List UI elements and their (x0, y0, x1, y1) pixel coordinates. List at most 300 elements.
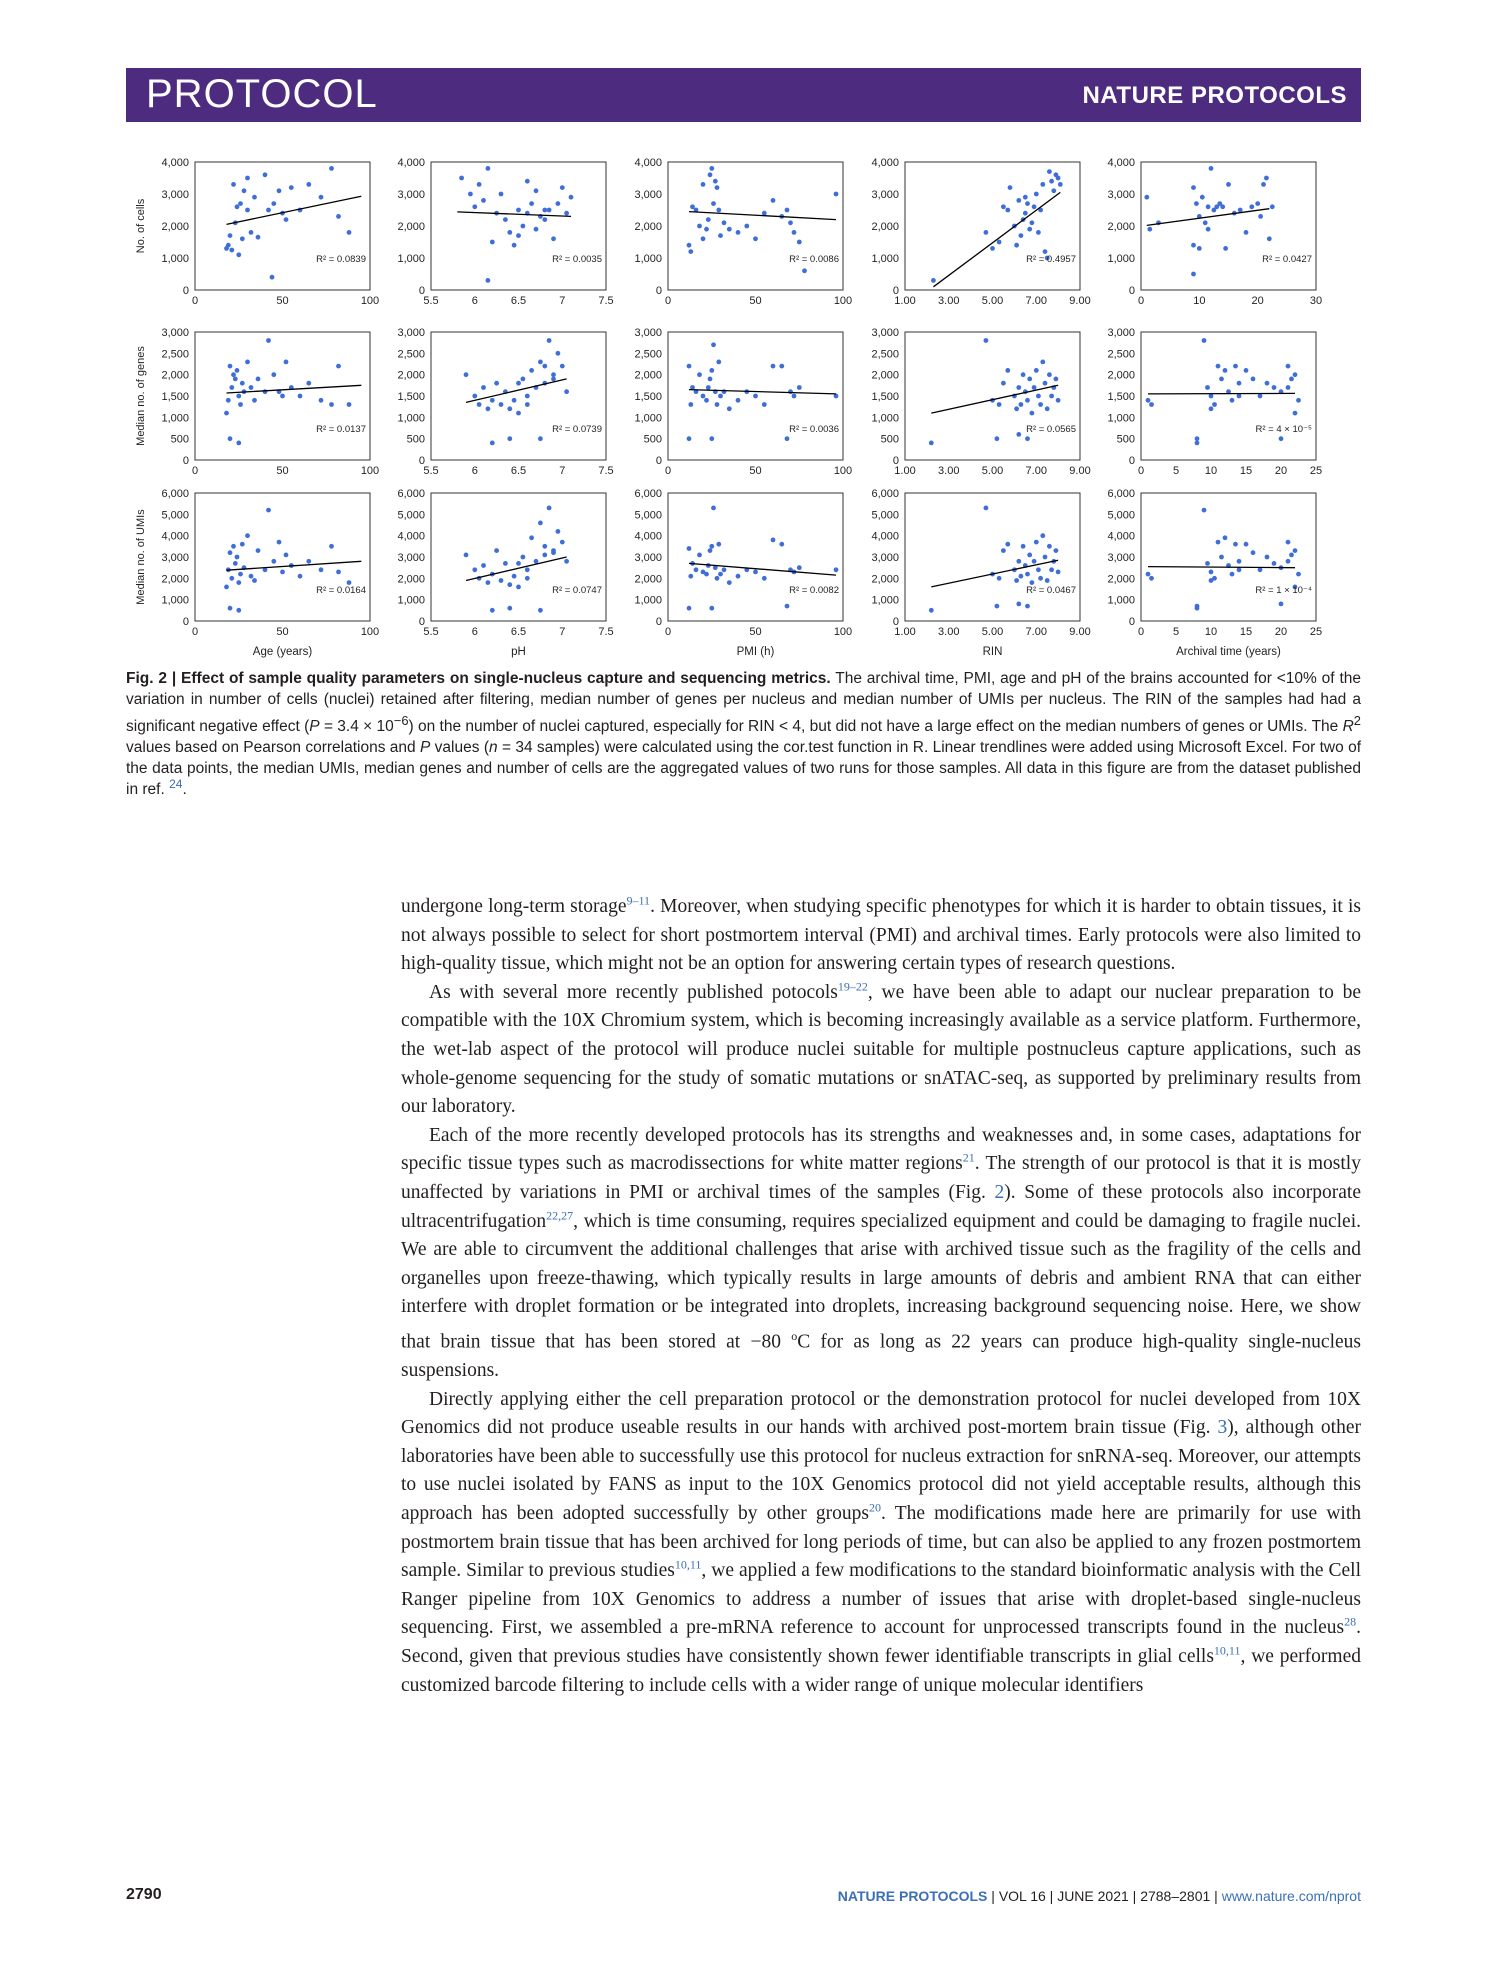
data-point (1030, 220, 1035, 225)
y-tick-label: 2,000 (397, 221, 425, 233)
data-point (697, 372, 702, 377)
data-point (1036, 230, 1041, 235)
data-point (256, 548, 261, 553)
y-tick-label: 5,000 (871, 509, 899, 522)
y-tick-label: 1,000 (871, 412, 899, 425)
data-point (1040, 360, 1045, 365)
data-point (1237, 381, 1242, 386)
y-tick-label: 3,000 (397, 552, 425, 564)
data-point (1237, 567, 1242, 572)
x-tick-label: 3.00 (938, 465, 960, 477)
y-tick-label: 2,000 (871, 573, 899, 586)
data-point (1258, 394, 1263, 399)
data-point (788, 220, 793, 225)
data-point (1270, 204, 1275, 209)
ref-link[interactable]: 21 (962, 1150, 975, 1165)
data-point (711, 201, 716, 206)
data-point (1191, 272, 1196, 277)
data-point (556, 529, 561, 534)
figure-2 (120, 150, 1370, 660)
x-tick-label: 50 (276, 465, 289, 477)
x-tick-label: 0 (191, 295, 199, 307)
y-tick-label: 0 (655, 285, 662, 297)
r-squared-label: R² = 0.0036 (789, 424, 839, 435)
paragraph (401, 979, 1361, 1122)
data-point (718, 394, 723, 399)
data-point (1261, 182, 1266, 187)
data-point (464, 553, 469, 558)
data-point (547, 506, 552, 511)
data-point (235, 368, 240, 373)
data-point (347, 230, 352, 235)
data-point (1146, 398, 1151, 403)
r-squared-label: R² = 0.0739 (552, 424, 602, 435)
x-tick-label: 30 (1309, 295, 1323, 307)
y-tick-label: 1,000 (634, 594, 662, 607)
data-point (1027, 227, 1032, 232)
x-tick-label: 1.00 (894, 295, 916, 307)
data-point (1289, 377, 1294, 382)
data-point (1014, 578, 1019, 583)
x-tick-label: 100 (360, 626, 380, 638)
data-point (736, 230, 741, 235)
data-point (1054, 377, 1059, 382)
data-point (1209, 406, 1214, 411)
x-tick-label: 0 (191, 626, 199, 638)
data-point (1244, 230, 1249, 235)
data-point (229, 248, 234, 253)
data-point (477, 182, 482, 187)
r-squared-label: R² = 0.0035 (552, 254, 602, 265)
data-point (1025, 398, 1030, 403)
data-point (1021, 544, 1026, 549)
data-point (984, 506, 989, 511)
plot-area (668, 493, 843, 621)
data-point (499, 578, 504, 583)
data-point (716, 360, 721, 365)
data-point (1226, 182, 1231, 187)
data-point (792, 394, 797, 399)
data-point (1014, 243, 1019, 248)
data-point (1005, 208, 1010, 213)
data-point (245, 360, 250, 365)
data-point (329, 402, 334, 407)
data-point (507, 436, 512, 441)
figure-link[interactable]: 3 (1217, 1417, 1228, 1439)
data-point (228, 436, 233, 441)
y-tick-label: 500 (170, 433, 189, 446)
data-point (1272, 561, 1277, 566)
r-squared-label: R² = 0.0467 (1026, 585, 1076, 596)
data-point (1149, 576, 1154, 581)
data-point (236, 394, 241, 399)
data-point (224, 411, 229, 416)
data-point (1016, 432, 1021, 437)
data-point (997, 576, 1002, 581)
data-point (1047, 544, 1052, 549)
data-point (494, 381, 499, 386)
data-point (472, 567, 477, 572)
data-point (1296, 572, 1301, 577)
data-point (1001, 381, 1006, 386)
caption-text: = 3.4 × 10 (319, 718, 394, 736)
data-point (228, 550, 233, 555)
data-point (1005, 542, 1010, 547)
data-point (715, 402, 720, 407)
data-point (481, 385, 486, 390)
data-point (688, 249, 693, 254)
data-point (507, 606, 512, 611)
data-point (1049, 567, 1054, 572)
data-point (785, 208, 790, 213)
data-point (233, 377, 238, 382)
data-point (792, 230, 797, 235)
data-point (1223, 246, 1228, 251)
caption-text: = 34 samples) were calculated using the cor.test function in R. Linear trendlines were added using Microsoft Excel. For two of the data points, the median UMIs, median genes and number of cells are the aggregated values of two runs for those samples. All data in this figure are from the dataset published in ref. (126, 739, 1362, 799)
y-tick-label: 0 (182, 285, 189, 297)
figure-link[interactable]: 2 (994, 1181, 1005, 1203)
data-point (551, 372, 556, 377)
y-tick-label: 3,000 (1107, 327, 1135, 339)
data-point (1230, 398, 1235, 403)
data-point (231, 544, 236, 549)
data-point (1040, 533, 1045, 538)
data-point (997, 402, 1002, 407)
y-tick-label: 2,000 (397, 573, 425, 586)
caption-text: The archival time, PMI, age and pH of the brains accounted for <10% of the variation in number of cells (nuclei) retained after filtering, median number of genes per nucleus and median number of UMIs per nucleus. The RIN of the samples had had a significant negative effect ( (126, 670, 1361, 736)
y-tick-label: 1,000 (871, 253, 899, 265)
data-point (1144, 195, 1149, 200)
caption-r-exp: 2 (1353, 713, 1361, 728)
data-point (711, 506, 716, 511)
data-point (1202, 338, 1207, 343)
data-point (1023, 211, 1028, 216)
x-tick-label: 7.00 (1025, 626, 1047, 638)
y-tick-label: 1,500 (1107, 391, 1135, 403)
data-point (329, 544, 334, 549)
ref-link[interactable]: 22,27 (546, 1208, 574, 1223)
x-tick-label: 10 (1204, 465, 1218, 477)
y-tick-label: 2,000 (1107, 369, 1135, 382)
data-point (538, 436, 543, 441)
ref-link[interactable]: 20 (869, 1500, 882, 1515)
data-point (1286, 385, 1291, 390)
y-tick-label: 2,000 (161, 369, 189, 382)
data-point (1237, 559, 1242, 564)
data-point (697, 224, 702, 229)
x-tick-label: 0 (1137, 626, 1145, 638)
data-point (252, 578, 257, 583)
y-tick-label: 2,000 (634, 573, 662, 586)
data-point (802, 268, 807, 273)
x-tick-label: 20 (1274, 465, 1288, 477)
data-point (716, 208, 721, 213)
y-tick-label: 2,500 (1107, 348, 1135, 361)
data-point (1293, 548, 1298, 553)
data-point (280, 570, 285, 575)
data-point (1032, 385, 1037, 390)
page-number: 2790 (126, 1886, 162, 1903)
degree-mark: o (791, 1328, 798, 1343)
data-point (245, 208, 250, 213)
data-point (1255, 201, 1260, 206)
y-tick-label: 500 (880, 433, 899, 446)
y-tick-label: 4,000 (161, 157, 189, 169)
data-point (481, 563, 486, 568)
data-point (1194, 201, 1199, 206)
x-tick-label: 9.00 (1069, 295, 1091, 307)
paragraph (401, 893, 1361, 979)
data-point (1197, 246, 1202, 251)
data-point (516, 411, 521, 416)
x-tick-label: 3.00 (938, 295, 960, 307)
data-point (1216, 540, 1221, 545)
data-point (715, 185, 720, 190)
r-squared-label: R² = 0.0082 (789, 585, 839, 596)
x-tick-label: 10 (1204, 626, 1218, 638)
data-point (481, 198, 486, 203)
data-point (701, 236, 706, 241)
data-point (499, 402, 504, 407)
data-point (785, 436, 790, 441)
plot-area (668, 162, 843, 290)
data-point (1249, 204, 1254, 209)
y-tick-label: 1,000 (161, 253, 189, 265)
data-point (715, 576, 720, 581)
x-tick-label: 25 (1309, 626, 1323, 638)
y-tick-label: 1,000 (1107, 594, 1135, 607)
trendline (1148, 393, 1295, 394)
x-tick-label: 0 (664, 465, 672, 477)
text-run: , which is time consuming, requires specialized equipment and could be damaging to fragile nuclei. We are able to circumvent the additional challenges that arise with archived tissue such as the fragility of the cells and organelles upon freeze-thawing, which typically results in large amounts of debris and ambient RNA that can either interfere with droplet formation or be integrated into droplets, increasing background sequencing noise. Here, we show that brain tissue that has been stored at −80 (401, 1210, 1361, 1353)
x-tick-label: 5 (1172, 465, 1180, 477)
x-tick-label: 100 (833, 465, 853, 477)
data-point (547, 208, 552, 213)
data-point (1264, 176, 1269, 181)
data-point (688, 574, 693, 579)
data-point (687, 243, 692, 248)
data-point (1220, 204, 1225, 209)
x-tick-label: 7.5 (598, 295, 614, 307)
data-point (542, 544, 547, 549)
data-point (284, 217, 289, 222)
data-point (706, 385, 711, 390)
data-point (1034, 192, 1039, 197)
data-point (490, 608, 495, 613)
data-point (228, 233, 233, 238)
data-point (525, 402, 530, 407)
y-tick-label: 2,000 (161, 221, 189, 233)
data-point (1146, 572, 1151, 577)
y-tick-label: 3,000 (871, 189, 899, 201)
data-point (1005, 368, 1010, 373)
ref-link[interactable]: 19–22 (837, 979, 868, 994)
data-point (231, 372, 236, 377)
figure-caption (126, 668, 1361, 800)
r-squared-label: R² = 0.0164 (316, 585, 366, 596)
data-point (1027, 377, 1032, 382)
y-tick-label: 1,000 (1107, 253, 1135, 265)
data-point (277, 540, 282, 545)
data-point (538, 521, 543, 526)
data-point (266, 338, 271, 343)
data-point (1036, 394, 1041, 399)
data-point (1205, 385, 1210, 390)
data-point (521, 224, 526, 229)
data-point (516, 585, 521, 590)
data-point (1147, 227, 1152, 232)
data-point (687, 606, 692, 611)
x-tick-label: 100 (833, 295, 853, 307)
caption-ref-link[interactable]: 24 (169, 777, 183, 791)
x-tick-label: 5.00 (981, 626, 1004, 638)
data-point (688, 402, 693, 407)
data-point (709, 166, 714, 171)
data-point (271, 372, 276, 377)
x-tick-label: 5.00 (981, 465, 1004, 477)
data-point (709, 368, 714, 373)
data-point (929, 608, 934, 613)
data-point (521, 377, 526, 382)
data-point (226, 398, 231, 403)
y-tick-label: 5,000 (161, 509, 189, 522)
y-tick-label: 1,500 (871, 391, 899, 403)
r-squared-label: R² = 0.0565 (1026, 424, 1076, 435)
caption-n: n (488, 739, 498, 757)
ref-link[interactable]: 10,11 (674, 1557, 702, 1572)
caption-p: P (309, 718, 320, 736)
x-tick-label: 20 (1251, 295, 1264, 307)
y-tick-label: 0 (1128, 455, 1135, 467)
x-tick-label: 25 (1309, 465, 1323, 477)
y-tick-label: 2,000 (634, 369, 662, 382)
data-point (1001, 204, 1006, 209)
data-point (468, 192, 473, 197)
x-tick-label: 50 (276, 295, 289, 307)
data-point (516, 233, 521, 238)
x-tick-label: 5.5 (423, 626, 439, 638)
ref-link[interactable]: 28 (1344, 1614, 1357, 1629)
r-squared-label: R² = 0.4957 (1026, 254, 1076, 265)
y-tick-label: 6,000 (161, 488, 189, 500)
data-point (280, 394, 285, 399)
y-tick-label: 2,000 (397, 369, 425, 382)
r-squared-label: R² = 0.0137 (316, 424, 366, 435)
y-tick-label: 1,000 (397, 594, 425, 607)
y-tick-label: 0 (182, 455, 189, 467)
data-point (736, 398, 741, 403)
data-point (551, 550, 556, 555)
y-tick-label: 4,000 (397, 530, 425, 543)
data-point (779, 364, 784, 369)
y-tick-label: 5,000 (1107, 509, 1135, 522)
data-point (1038, 576, 1043, 581)
data-point (1047, 169, 1052, 174)
x-tick-label: 0 (664, 295, 672, 307)
x-tick-label: 20 (1274, 626, 1288, 638)
data-point (995, 604, 1000, 609)
data-point (1040, 182, 1045, 187)
data-point (1019, 402, 1024, 407)
data-point (1195, 436, 1200, 441)
data-point (336, 570, 341, 575)
data-point (271, 201, 276, 206)
y-tick-label: 2,500 (871, 348, 899, 361)
x-tick-label: 7.00 (1025, 295, 1047, 307)
text-run: Each of the more recently developed protocols has its strengths and weaknesses and, in some cases, adaptations for specific tissue types such as macrodissections for white matter regions (401, 1124, 1361, 1175)
y-tick-label: 1,500 (634, 391, 662, 403)
data-point (1202, 508, 1207, 513)
plot-area (431, 493, 606, 621)
data-point (1032, 559, 1037, 564)
data-point (1016, 559, 1021, 564)
caption-r: R (1342, 718, 1354, 736)
x-tick-label: 5.00 (981, 295, 1004, 307)
y-tick-label: 4,000 (1107, 157, 1135, 169)
y-tick-label: 1,000 (634, 253, 662, 265)
data-point (1293, 411, 1298, 416)
data-point (1203, 220, 1208, 225)
data-point (1058, 182, 1063, 187)
data-point (1025, 201, 1030, 206)
data-point (263, 172, 268, 177)
data-point (708, 548, 713, 553)
footer-url[interactable]: www.nature.com/nprot (1221, 1888, 1361, 1904)
data-point (1056, 570, 1061, 575)
data-point (753, 570, 758, 575)
data-point (708, 377, 713, 382)
text-run: ). Some of these protocols also incorporate ultracentrifugation (401, 1181, 1362, 1232)
data-point (464, 372, 469, 377)
data-point (547, 338, 552, 343)
x-tick-label: 7 (559, 465, 566, 477)
ref-link[interactable]: 9–11 (626, 893, 651, 908)
header-banner (126, 68, 1361, 122)
data-point (687, 364, 692, 369)
data-point (507, 230, 512, 235)
data-point (1212, 402, 1217, 407)
y-tick-label: 3,000 (161, 327, 189, 339)
data-point (242, 188, 247, 193)
data-point (727, 406, 732, 411)
data-point (1043, 555, 1048, 560)
data-point (529, 535, 534, 540)
y-tick-label: 5,000 (397, 509, 425, 522)
footer-journal: NATURE PROTOCOLS (837, 1888, 988, 1904)
data-point (1032, 204, 1037, 209)
plot-area (1141, 493, 1316, 621)
data-point (252, 398, 257, 403)
x-tick-label: 5.5 (423, 295, 439, 307)
data-point (336, 364, 341, 369)
ref-link[interactable]: 10,11 (1213, 1643, 1241, 1658)
y-tick-label: 3,000 (1107, 552, 1135, 564)
data-point (319, 567, 324, 572)
x-tick-label: 100 (360, 465, 380, 477)
data-point (486, 580, 491, 585)
y-tick-label: 3,000 (871, 552, 899, 564)
y-tick-label: 2,000 (161, 573, 189, 586)
data-point (1016, 602, 1021, 607)
plot-area (195, 493, 370, 621)
data-point (1233, 542, 1238, 547)
data-point (534, 227, 539, 232)
y-axis-label: No. of cells (135, 198, 147, 254)
data-point (564, 389, 569, 394)
data-point (701, 182, 706, 187)
data-point (516, 381, 521, 386)
data-point (235, 555, 240, 560)
